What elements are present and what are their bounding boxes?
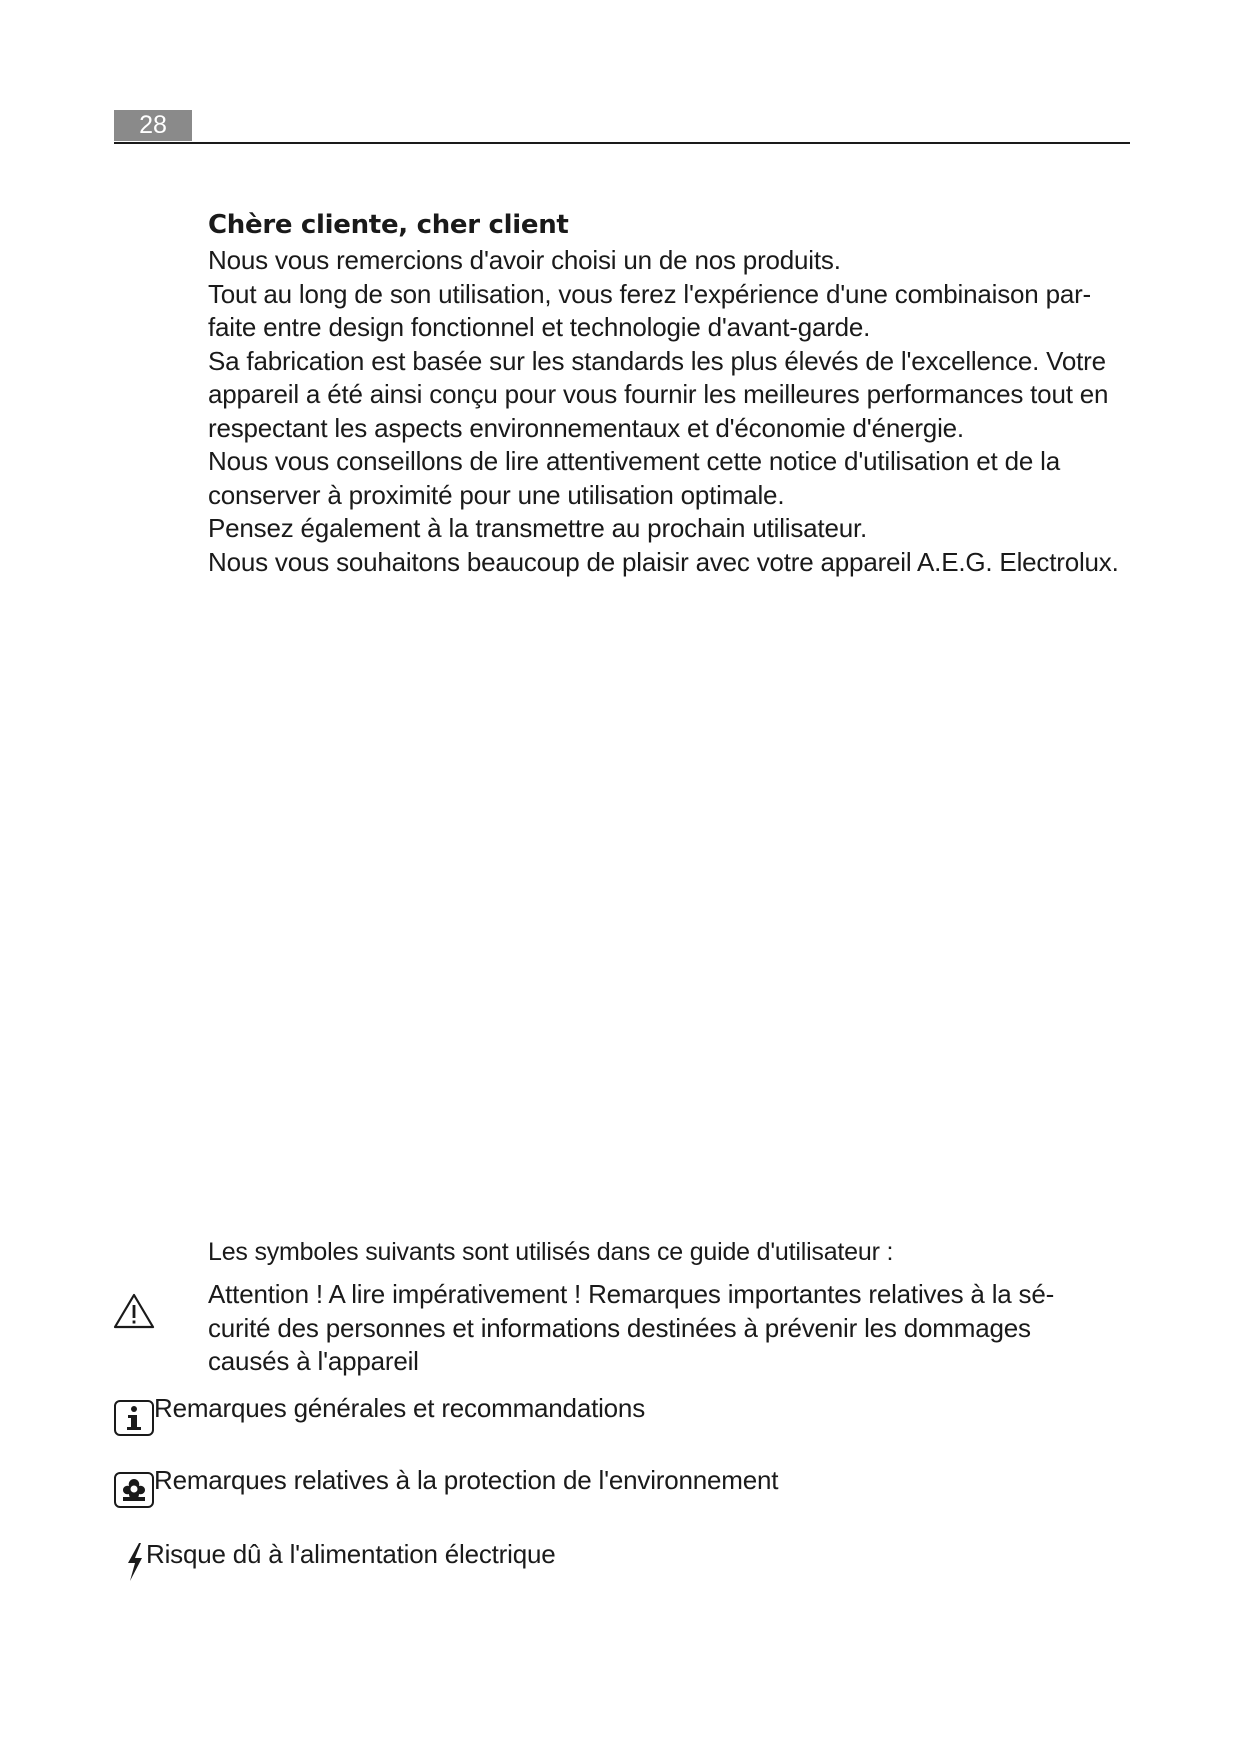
info-icon — [114, 1400, 154, 1436]
warning-text: Attention ! A lire impérativement ! Remarques importantes relatives à la sé-curité des personnes et informations destinées à prévenir les dommages causés à l'appareil — [208, 1279, 1055, 1376]
header-rule — [114, 142, 1130, 144]
symbol-row-electric — [124, 1538, 555, 1582]
letter-paragraph: Sa fabrication est basée sur les standards les plus élevés de l'excellence. Votre appareil a été ainsi conçu pour vous fournir les meilleures performances tout en respectant les aspects environnementaux et d'économie d'énergie. — [208, 345, 1109, 443]
page-number: 28 — [114, 110, 192, 141]
letter-paragraph: Pensez également à la transmettre au prochain utilisateur. — [208, 513, 868, 543]
letter-paragraph: Nous vous remercions d'avoir choisi un de nos produits. — [208, 245, 841, 275]
symbols-intro: Les symboles suivants sont utilisés dans ce guide d'utilisateur : — [208, 1238, 894, 1266]
electric-text: Risque dû à l'alimentation électrique — [146, 1539, 556, 1569]
info-text: Remarques générales et recommandations — [154, 1393, 645, 1423]
greeting: Chère cliente, cher client — [208, 210, 569, 240]
letter — [208, 208, 1138, 579]
letter-paragraph: Nous vous souhaitons beaucoup de plaisir avec votre appareil A.E.G. Electrolux. — [208, 546, 1119, 577]
letter-paragraph: Nous vous conseillons de lire attentivement cette notice d'utilisation et de la conserver à proximité pour une utilisation optimale. — [208, 446, 1060, 510]
environment-text: Remarques relatives à la protection de l'environnement — [154, 1465, 779, 1495]
environment-icon — [114, 1472, 154, 1508]
warning-triangle-icon — [112, 1292, 156, 1330]
symbol-row-info — [114, 1392, 645, 1436]
symbol-row-environment — [114, 1464, 778, 1508]
electric-hazard-icon — [124, 1542, 146, 1582]
letter-paragraph: Tout au long de son utilisation, vous ferez l'expérience d'une combinaison par-faite entre design fonctionnel et technologie d'avant-garde. — [208, 278, 1092, 342]
